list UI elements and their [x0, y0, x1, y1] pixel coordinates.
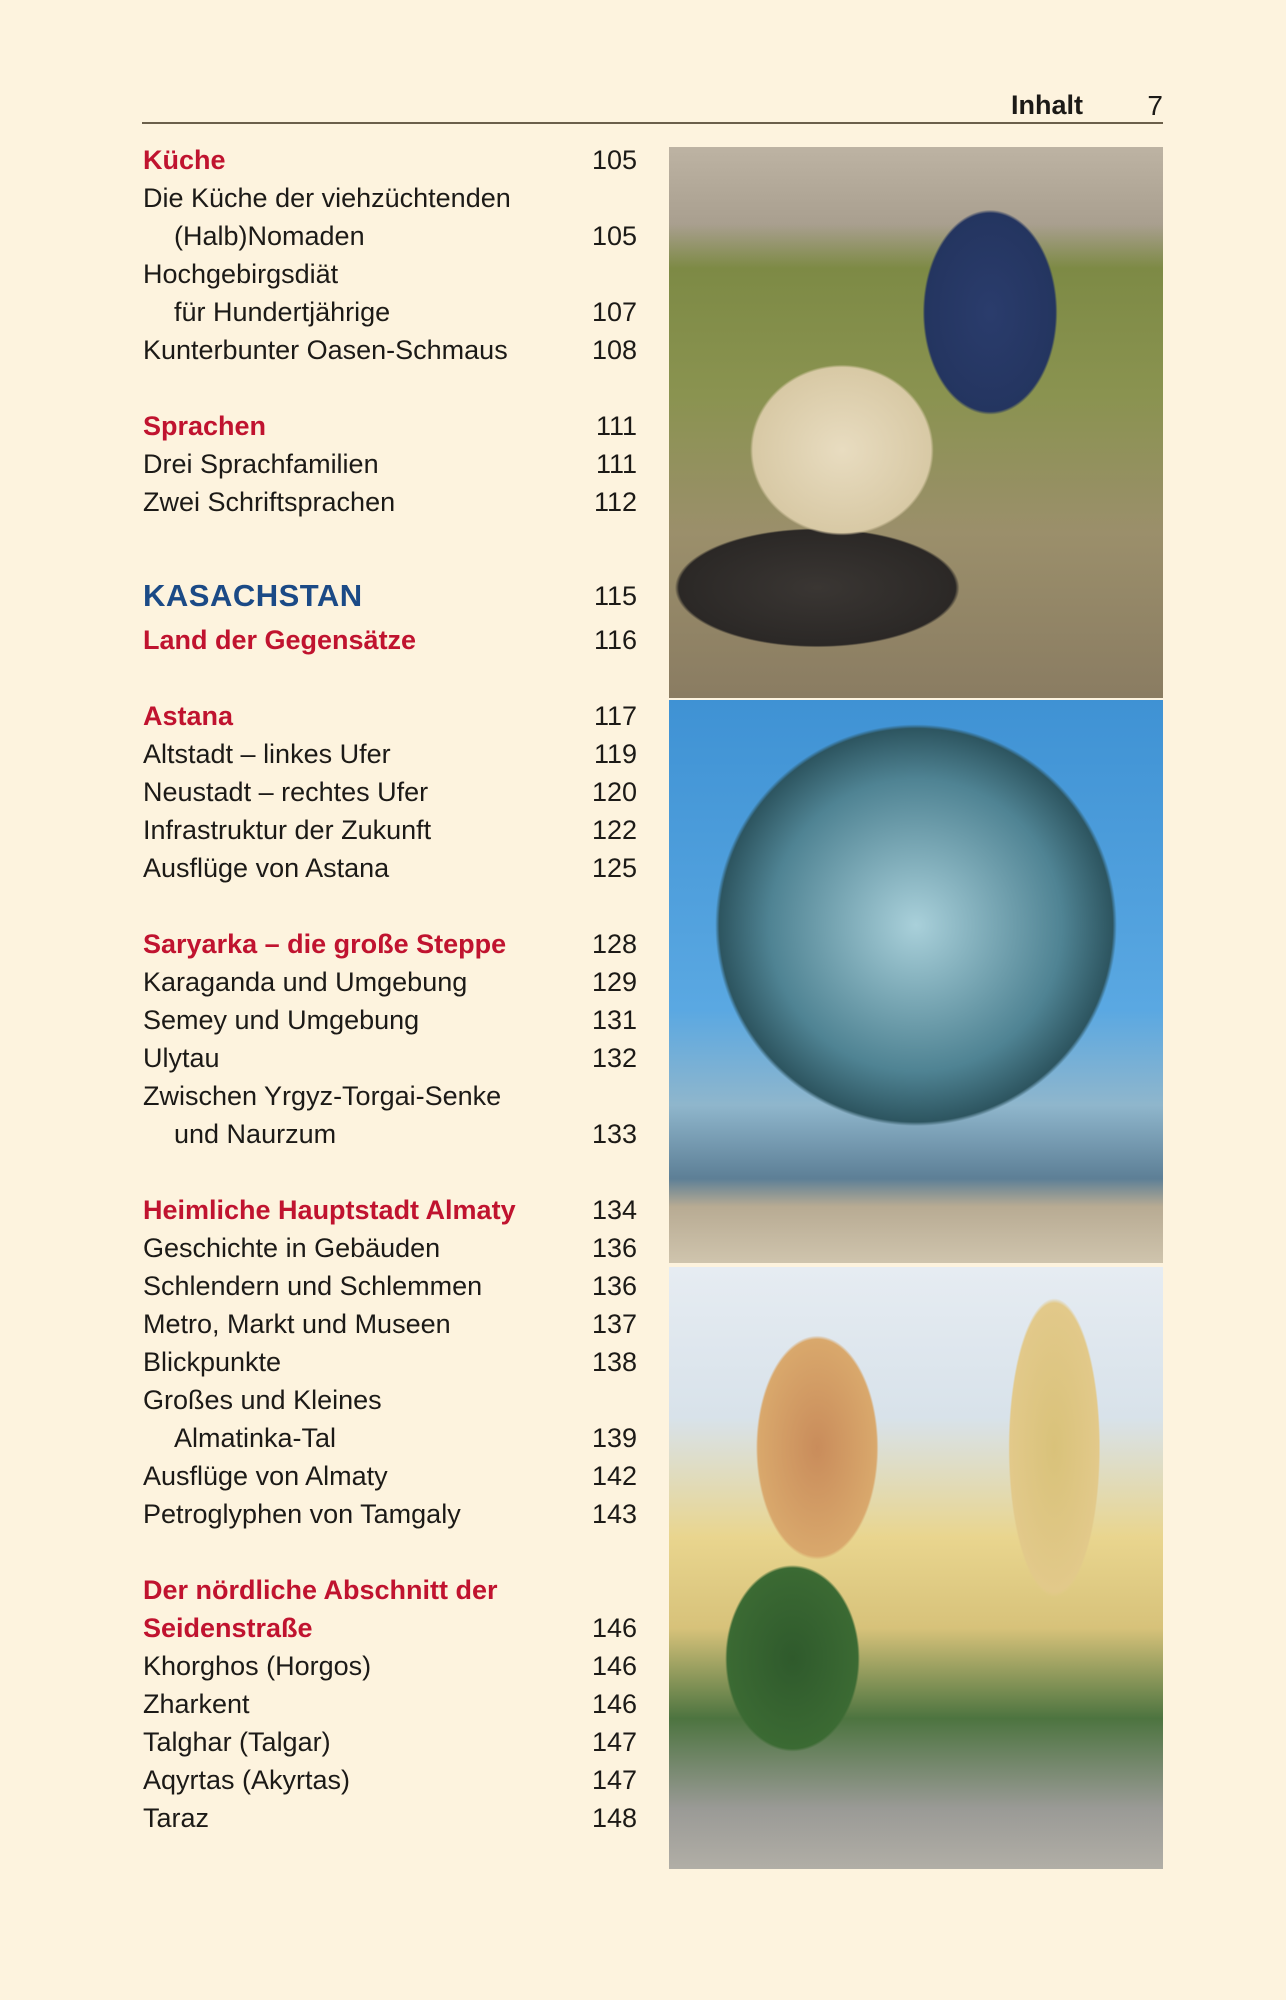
toc-label: Zwischen Yrgyz-Torgai-Senke [143, 1081, 502, 1111]
toc-label: Heimliche Hauptstadt Almaty [143, 1195, 516, 1225]
toc-page-number: 116 [593, 625, 637, 655]
toc-page-number: 111 [595, 411, 637, 441]
toc-label: Almatinka-Tal [174, 1423, 337, 1453]
toc-page-number: 105 [591, 145, 637, 175]
toc-page-number: 105 [591, 221, 637, 251]
toc-entry [143, 1343, 637, 1381]
toc-entry [143, 1115, 637, 1153]
toc-label: Geschichte in Gebäuden [143, 1233, 441, 1263]
toc-label: Land der Gegensätze [143, 625, 417, 655]
toc-section-heading [143, 925, 637, 963]
toc-page-number: 129 [591, 967, 637, 997]
photo-almaty-cathedral [669, 1267, 1163, 1869]
toc-label: für Hundertjährige [174, 297, 391, 327]
toc-spacer [143, 659, 637, 697]
toc-spacer [143, 1533, 637, 1571]
toc-section-heading [143, 141, 637, 179]
toc-entry [143, 773, 637, 811]
toc-label: Talghar (Talgar) [143, 1727, 331, 1757]
toc-label: Kunterbunter Oasen-Schmaus [143, 335, 508, 365]
page-number: 7 [1147, 90, 1163, 121]
toc-label: Blickpunkte [143, 1347, 282, 1377]
toc-entry [143, 255, 637, 293]
toc-entry [143, 445, 637, 483]
toc-page-number: 138 [591, 1347, 637, 1377]
toc-label: Zharkent [143, 1689, 250, 1719]
toc-label: Ausflüge von Astana [143, 853, 390, 883]
toc-page-number: 111 [595, 449, 637, 479]
toc-page-number: 122 [591, 815, 637, 845]
toc-page-number: 120 [591, 777, 637, 807]
toc-section-heading [143, 1609, 637, 1647]
toc-label: KASACHSTAN [143, 578, 363, 613]
toc-spacer [143, 1153, 637, 1191]
toc-label: Neustadt – rechtes Ufer [143, 777, 429, 807]
toc-section-heading [143, 1191, 637, 1229]
toc-entry [143, 1495, 637, 1533]
toc-entry [143, 735, 637, 773]
toc-entry [143, 1457, 637, 1495]
toc-page-number: 107 [591, 297, 637, 327]
toc-page-number: 143 [591, 1499, 637, 1529]
toc-entry [143, 1419, 637, 1457]
toc-page-number: 142 [591, 1461, 637, 1491]
toc-label: und Naurzum [174, 1119, 337, 1149]
toc-label: Metro, Markt und Museen [143, 1309, 451, 1339]
toc-page-number: 139 [591, 1423, 637, 1453]
toc-entry [143, 1647, 637, 1685]
toc-section-heading [143, 407, 637, 445]
toc-label: (Halb)Nomaden [174, 221, 365, 251]
toc-page-number: 147 [591, 1765, 637, 1795]
toc-page-number: 128 [591, 929, 637, 959]
toc-page-number: 148 [591, 1803, 637, 1833]
toc-page-number: 133 [591, 1119, 637, 1149]
toc-spacer [143, 887, 637, 925]
toc-label: Schlendern und Schlemmen [143, 1271, 483, 1301]
toc-label: Der nördliche Abschnitt der [143, 1575, 498, 1605]
toc-label: Infrastruktur der Zukunft [143, 815, 432, 845]
toc-page-number: 134 [591, 1195, 637, 1225]
toc-entry [143, 483, 637, 521]
toc-entry [143, 1229, 637, 1267]
toc-page-number: 115 [593, 581, 637, 611]
toc-entry [143, 963, 637, 1001]
toc-label: Saryarka – die große Steppe [143, 929, 507, 959]
toc-label: Taraz [143, 1803, 210, 1833]
toc-entry [143, 1001, 637, 1039]
toc-label: Drei Sprachfamilien [143, 449, 379, 479]
toc-label: Ausflüge von Almaty [143, 1461, 388, 1491]
toc-entry [143, 1799, 637, 1837]
toc-page-number: 131 [591, 1005, 637, 1035]
toc-label: Altstadt – linkes Ufer [143, 739, 391, 769]
toc-label: Astana [143, 701, 234, 731]
toc-label: Zwei Schriftsprachen [143, 487, 396, 517]
toc-page-number: 146 [591, 1689, 637, 1719]
toc-spacer [143, 521, 637, 559]
toc-country-heading [143, 571, 637, 621]
toc-entry [143, 1685, 637, 1723]
toc-entry [143, 179, 637, 217]
toc-label: Petroglyphen von Tamgaly [143, 1499, 461, 1529]
toc-page-number: 119 [593, 739, 637, 769]
toc-entry [143, 1761, 637, 1799]
toc-page-number: 146 [591, 1651, 637, 1681]
toc-page-number: 136 [591, 1271, 637, 1301]
toc-label: Die Küche der viehzüchtenden [143, 183, 511, 213]
toc-entry [143, 331, 637, 369]
toc-entry [143, 1267, 637, 1305]
toc-page-number: 146 [591, 1613, 637, 1643]
toc-page-number: 125 [591, 853, 637, 883]
photo-woman-baking-bread [669, 147, 1163, 698]
toc-label: Ulytau [143, 1043, 220, 1073]
toc-label: Sprachen [143, 411, 267, 441]
toc-label: Aqyrtas (Akyrtas) [143, 1765, 351, 1795]
toc-label: Küche [143, 145, 226, 175]
toc-label: Khorghos (Horgos) [143, 1651, 372, 1681]
toc-label: Hochgebirgsdiät [143, 259, 339, 289]
toc-page-number: 132 [591, 1043, 637, 1073]
toc-page-number: 112 [593, 487, 637, 517]
toc-page-number: 136 [591, 1233, 637, 1263]
toc-page-number: 117 [593, 701, 637, 731]
toc-entry [143, 1305, 637, 1343]
toc-entry [143, 1039, 637, 1077]
toc-section-heading [143, 697, 637, 735]
toc-spacer [143, 369, 637, 407]
toc-label: Semey und Umgebung [143, 1005, 420, 1035]
toc-label: Karaganda und Umgebung [143, 967, 468, 997]
toc-page-number: 147 [591, 1727, 637, 1757]
toc-page-number: 137 [591, 1309, 637, 1339]
toc-label: Großes und Kleines [143, 1385, 382, 1415]
toc-page-number: 108 [591, 335, 637, 365]
table-of-contents [143, 141, 637, 1837]
toc-section-heading [143, 621, 637, 659]
toc-entry [143, 849, 637, 887]
running-head-title: Inhalt [1011, 90, 1083, 120]
photo-astana-glass-sphere [669, 700, 1163, 1263]
running-head [142, 88, 1163, 124]
toc-label: Seidenstraße [143, 1613, 313, 1643]
toc-section-heading [143, 1571, 637, 1609]
toc-entry [143, 1723, 637, 1761]
toc-entry [143, 1381, 637, 1419]
toc-entry [143, 811, 637, 849]
toc-entry [143, 1077, 637, 1115]
toc-entry [143, 293, 637, 331]
toc-entry [143, 217, 637, 255]
